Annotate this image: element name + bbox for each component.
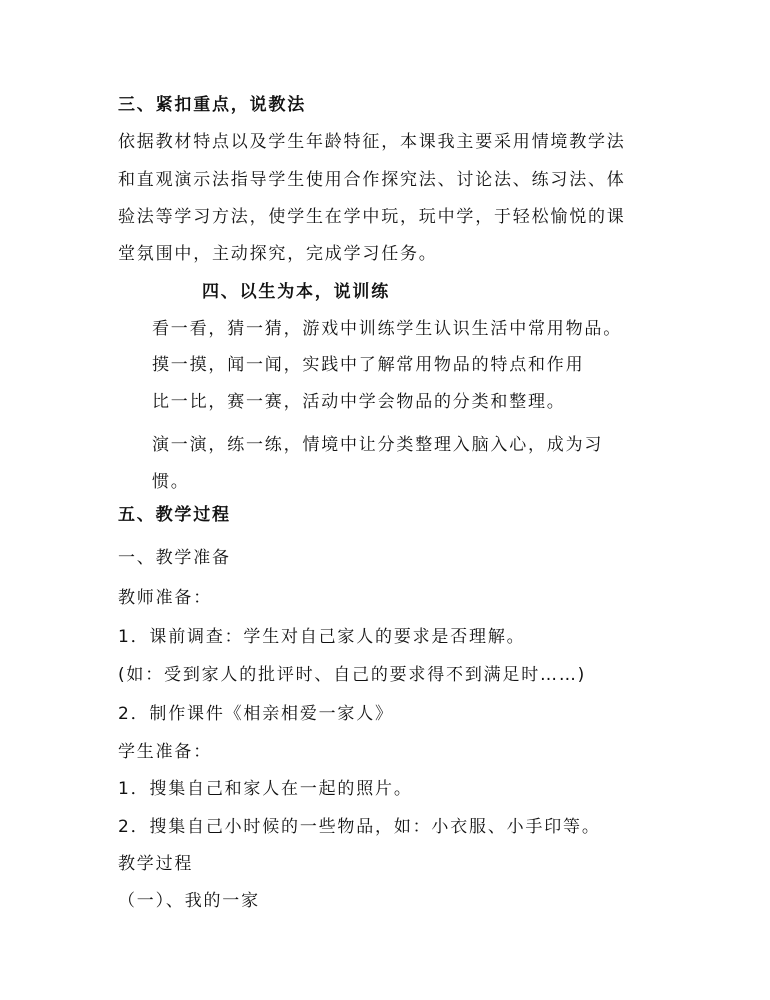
teacher-item-1: 1．课前调查：学生对自己家人的要求是否理解。 [118,627,526,647]
section3-heading: 三、紧扣重点，说教法 [118,95,306,115]
section5-heading: 五、教学过程 [118,505,231,525]
section4-line-3: 比一比，赛一赛，活动中学会物品的分类和整理。 [152,392,566,412]
section3-line-3: 验法等学习方法，使学生在学中玩，玩中学，于轻松愉悦的课 [118,207,626,227]
process-heading: 教学过程 [118,854,194,874]
section4-line-2: 摸一摸，闻一闻，实践中了解常用物品的特点和作用 [152,355,585,375]
section4-line-4: 演一演，练一练，情境中让分类整理入脑入心，成为习 [152,435,604,455]
teacher-prep-label: 教师准备： [118,588,212,608]
section3-line-4: 堂氛围中，主动探究，完成学习任务。 [118,244,438,264]
student-item-1: 1．搜集自己和家人在一起的照片。 [118,779,413,799]
section3-line-2: 和直观演示法指导学生使用合作探究法、讨论法、练习法、体 [118,170,626,190]
part1-heading: （一）、我的一家 [118,891,260,911]
section4-heading: 四、以生为本，说训练 [202,282,390,302]
teacher-item-note: (如：受到家人的批评时、自己的要求得不到满足时……) [118,665,587,685]
teacher-item-2: 2．制作课件《相亲相爱一家人》 [118,704,394,724]
prep-heading: 一、教学准备 [118,548,231,568]
section3-line-1: 依据教材特点以及学生年龄特征，本课我主要采用情境教学法 [118,132,626,152]
student-item-2: 2．搜集自己小时候的一些物品，如：小衣服、小手印等。 [118,817,601,837]
student-prep-label: 学生准备： [118,742,212,762]
section4-line-1: 看一看，猜一猜，游戏中训练学生认识生活中常用物品。 [152,319,622,339]
section4-line-5: 惯。 [152,472,190,492]
